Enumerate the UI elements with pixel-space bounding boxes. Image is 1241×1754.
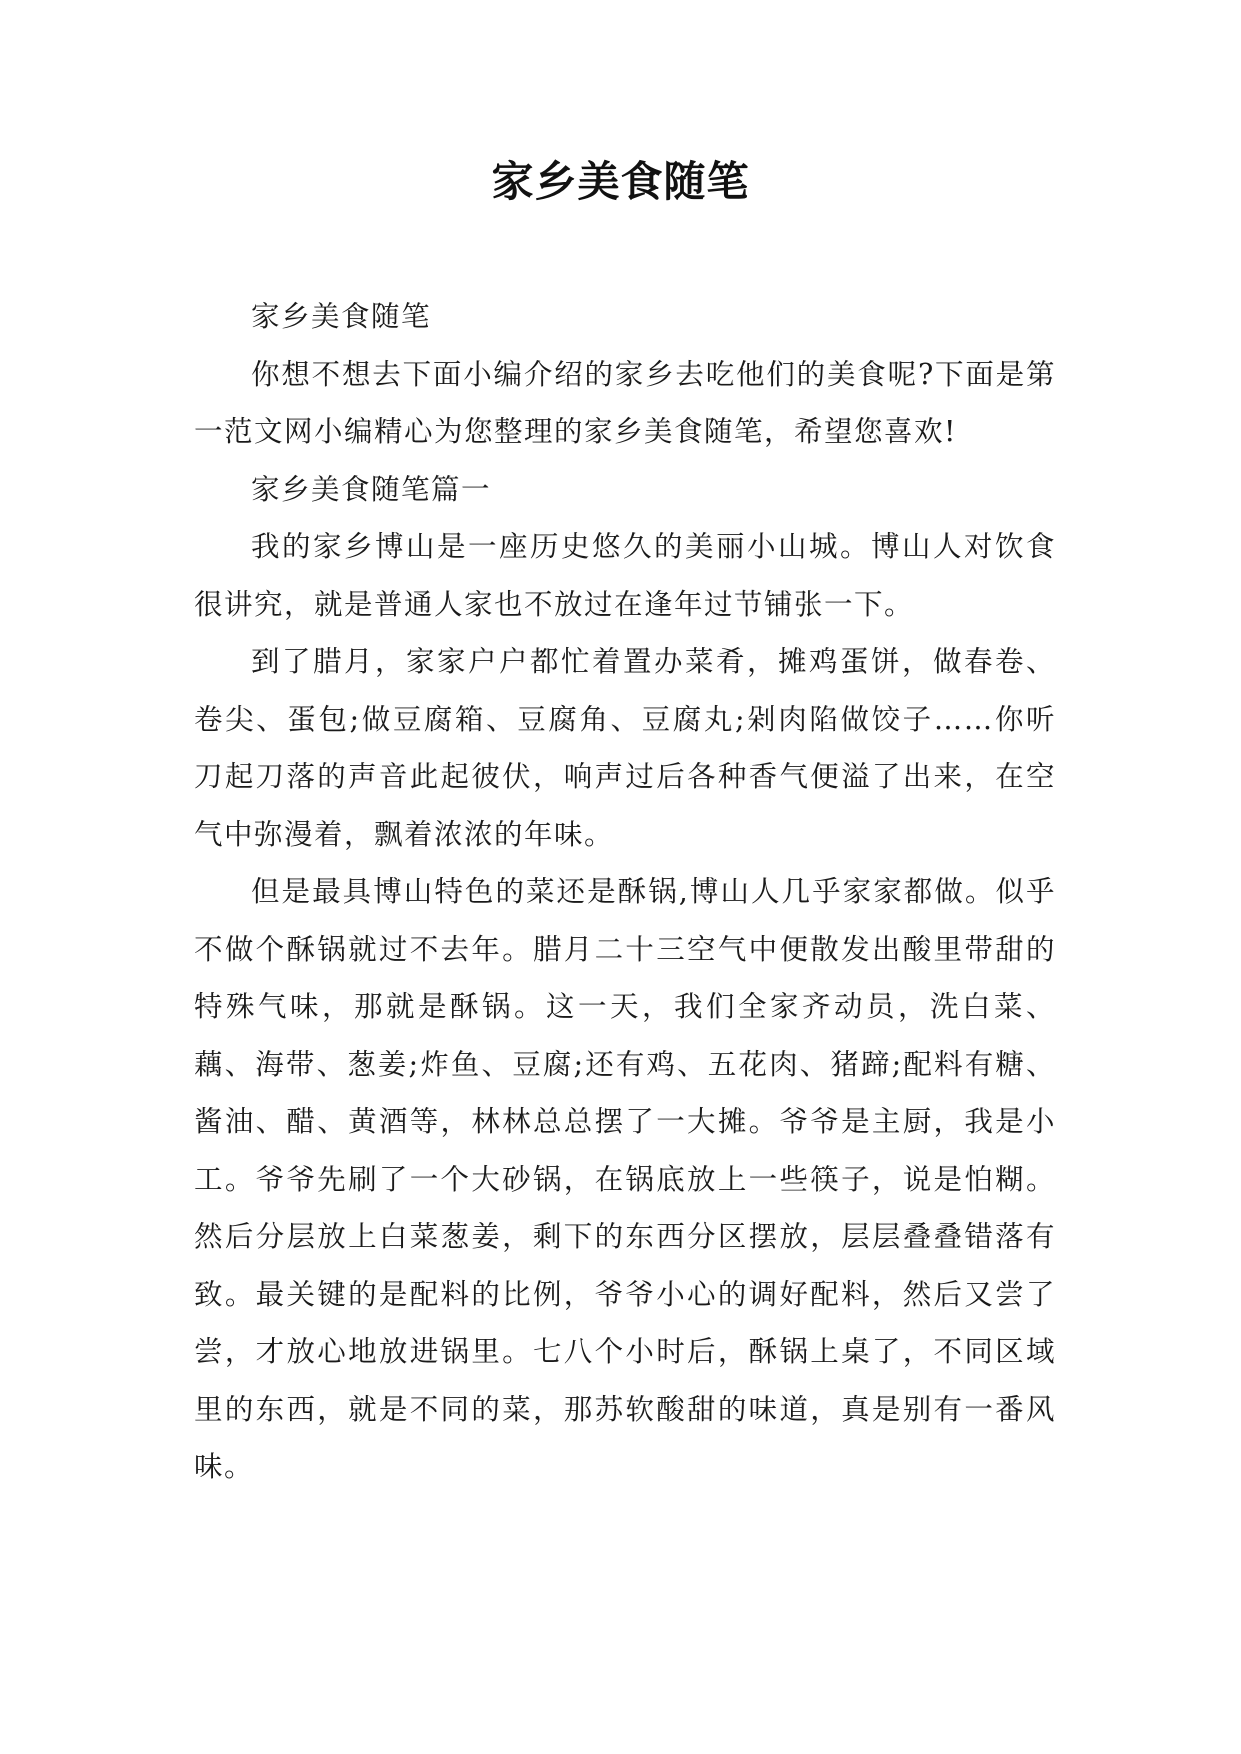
paragraph-body-2: 到了腊月，家家户户都忙着置办菜肴，摊鸡蛋饼，做春卷、卷尖、蛋包;做豆腐箱、豆腐角、豆腐丸;剁肉陷做饺子……你听刀起刀落的声音此起彼伏，响声过后各种香气便溢了出来，在空气中弥漫着，飘着浓浓的年味。: [194, 645, 1056, 851]
paragraph-subtitle: 家乡美食随笔: [251, 300, 432, 333]
paragraph-body-3: 但是最具博山特色的菜还是酥锅,博山人几乎家家都做。似乎不做个酥锅就过不去年。腊月二十三空气中便散发出酸里带甜的特殊气味，那就是酥锅。这一天，我们全家齐动员，洗白菜、藕、海带、葱姜;炸鱼、豆腐;还有鸡、五花肉、猪蹄;配料有糖、酱油、醋、黄酒等，林林总总摆了一大摊。爷爷是主厨，我是小工。爷爷先刷了一个大砂锅，在锅底放上一些筷子，说是怕糊。然后分层放上白菜葱姜，剩下的东西分区摆放，层层叠叠错落有致。最关键的是配料的比例，爷爷小心的调好配料，然后又尝了尝，才放心地放进锅里。七八个小时后，酥锅上桌了，不同区域里的东西，就是不同的菜，那苏软酸甜的味道，真是别有一番风味。: [194, 875, 1056, 1483]
document-body: [194, 288, 1056, 1496]
page-title: 家乡美食随笔: [491, 157, 750, 206]
paragraph-section-heading: 家乡美食随笔篇一: [251, 472, 492, 506]
paragraph-body-1: 我的家乡博山是一座历史悠久的美丽小山城。博山人对饮食很讲究，就是普通人家也不放过在逢年过节铺张一下。: [194, 530, 1056, 621]
paragraph-intro: 你想不想去下面小编介绍的家乡去吃他们的美食呢?下面是第一范文网小编精心为您整理的家乡美食随笔，希望您喜欢!: [194, 357, 1056, 448]
